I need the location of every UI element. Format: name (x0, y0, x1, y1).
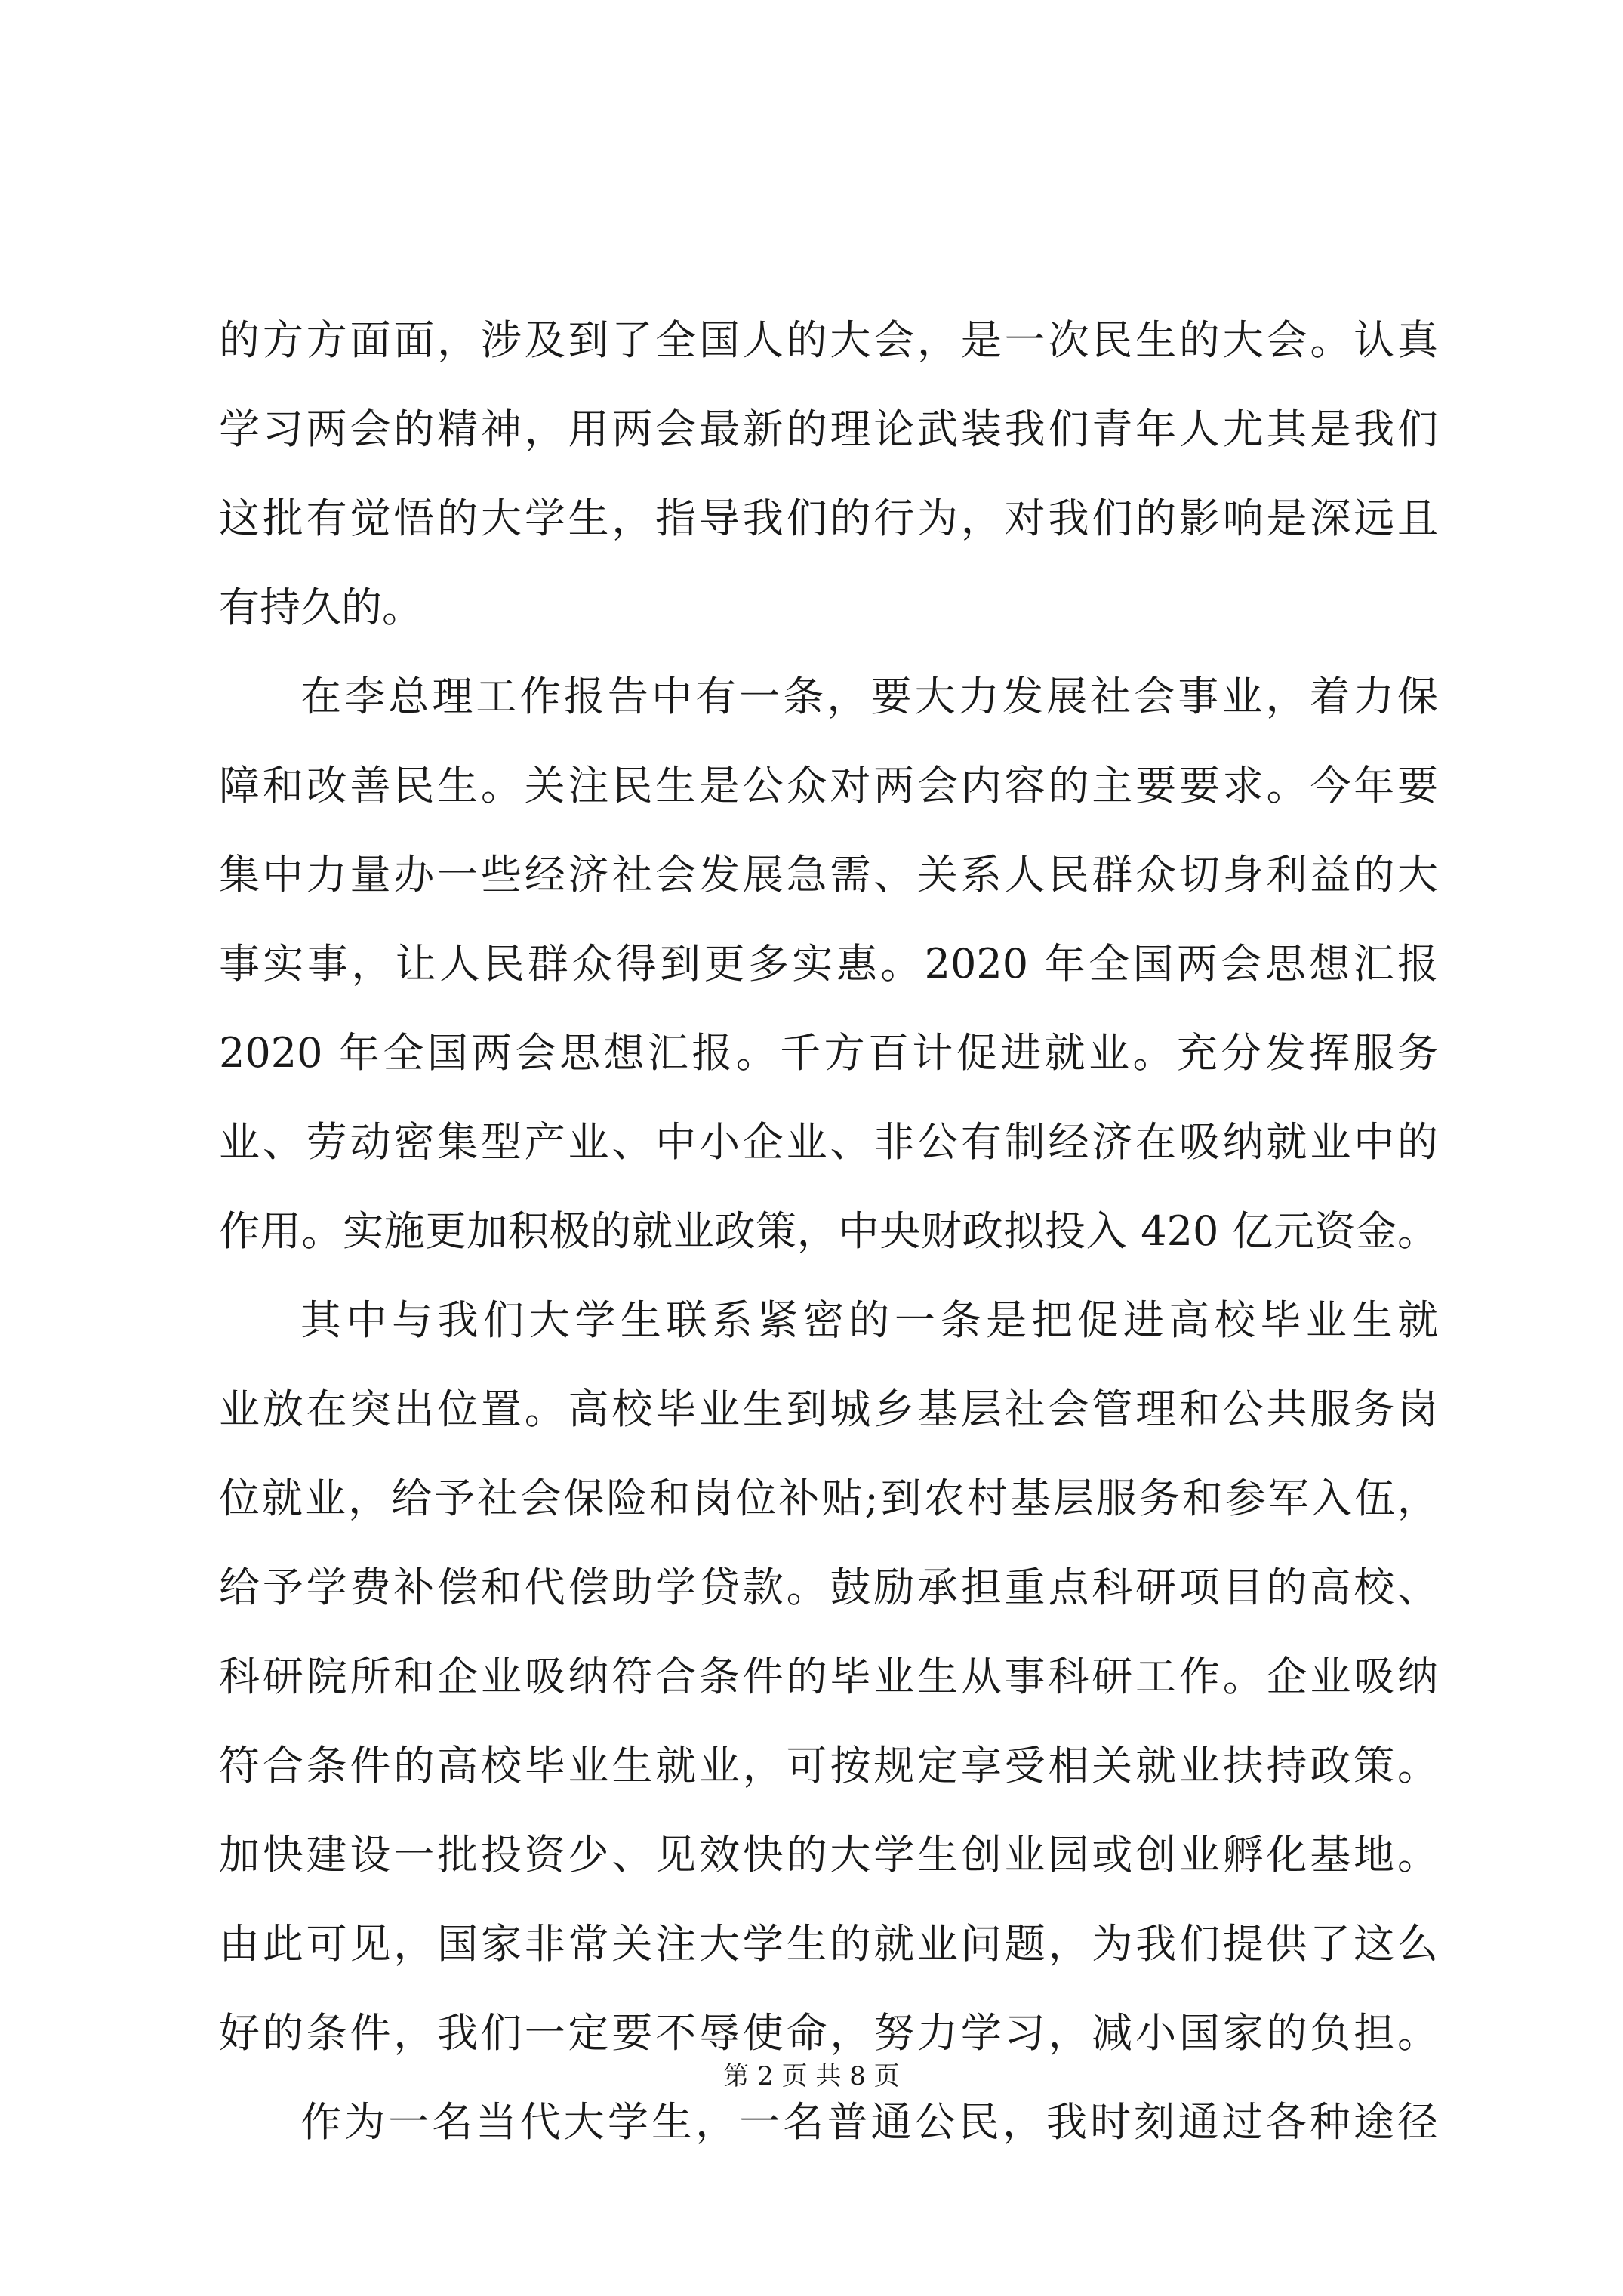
text-line: 集中力量办一些经济社会发展急需、关系人民群众切身利益的大 (219, 851, 1438, 898)
page-number-footer: 第 2 页 共 8 页 (723, 2061, 900, 2091)
text-line: 的方方面面，涉及到了全国人的大会，是一次民生的大会。认真 (219, 316, 1438, 364)
paragraph-first-line: 在李总理工作报告中有一条，要大力发展社会事业，着力保 (300, 673, 1438, 720)
text-line: 由此可见，国家非常关注大学生的就业问题，为我们提供了这么 (219, 1920, 1438, 1968)
text-line: 业、劳动密集型产业、中小企业、非公有制经济在吸纳就业中的 (219, 1118, 1438, 1166)
document-body (219, 296, 1438, 2167)
paragraph-first-line: 作为一名当代大学生，一名普通公民，我时刻通过各种途径 (300, 2098, 1438, 2146)
text-line: 作用。实施更加积极的就业政策，中央财政拟投入 420 亿元资金。 (219, 1207, 1438, 1255)
text-line: 学习两会的精神，用两会最新的理论武装我们青年人尤其是我们 (219, 405, 1438, 453)
text-line: 有持久的。 (219, 584, 423, 631)
text-line: 这批有觉悟的大学生，指导我们的行为，对我们的影响是深远且 (219, 495, 1438, 542)
text-line: 给予学费补偿和代偿助学贷款。鼓励承担重点科研项目的高校、 (219, 1564, 1438, 1611)
text-line: 加快建设一批投资少、见效快的大学生创业园或创业孵化基地。 (219, 1831, 1438, 1878)
text-line: 符合条件的高校毕业生就业，可按规定享受相关就业扶持政策。 (219, 1742, 1438, 1789)
text-line: 好的条件，我们一定要不辱使命，努力学习，减小国家的负担。 (219, 2009, 1438, 2057)
paragraph-first-line: 其中与我们大学生联系紧密的一条是把促进高校毕业生就 (300, 1296, 1438, 1344)
text-line: 科研院所和企业吸纳符合条件的毕业生从事科研工作。企业吸纳 (219, 1653, 1438, 1700)
text-line: 2020 年全国两会思想汇报。千方百计促进就业。充分发挥服务 (219, 1029, 1438, 1077)
text-line: 位就业，给予社会保险和岗位补贴;到农村基层服务和参军入伍， (219, 1475, 1438, 1522)
text-line: 业放在突出位置。高校毕业生到城乡基层社会管理和公共服务岗 (219, 1385, 1438, 1433)
text-line: 障和改善民生。关注民生是公众对两会内容的主要要求。今年要 (219, 762, 1438, 809)
text-line: 事实事，让人民群众得到更多实惠。2020 年全国两会思想汇报 (219, 940, 1438, 988)
